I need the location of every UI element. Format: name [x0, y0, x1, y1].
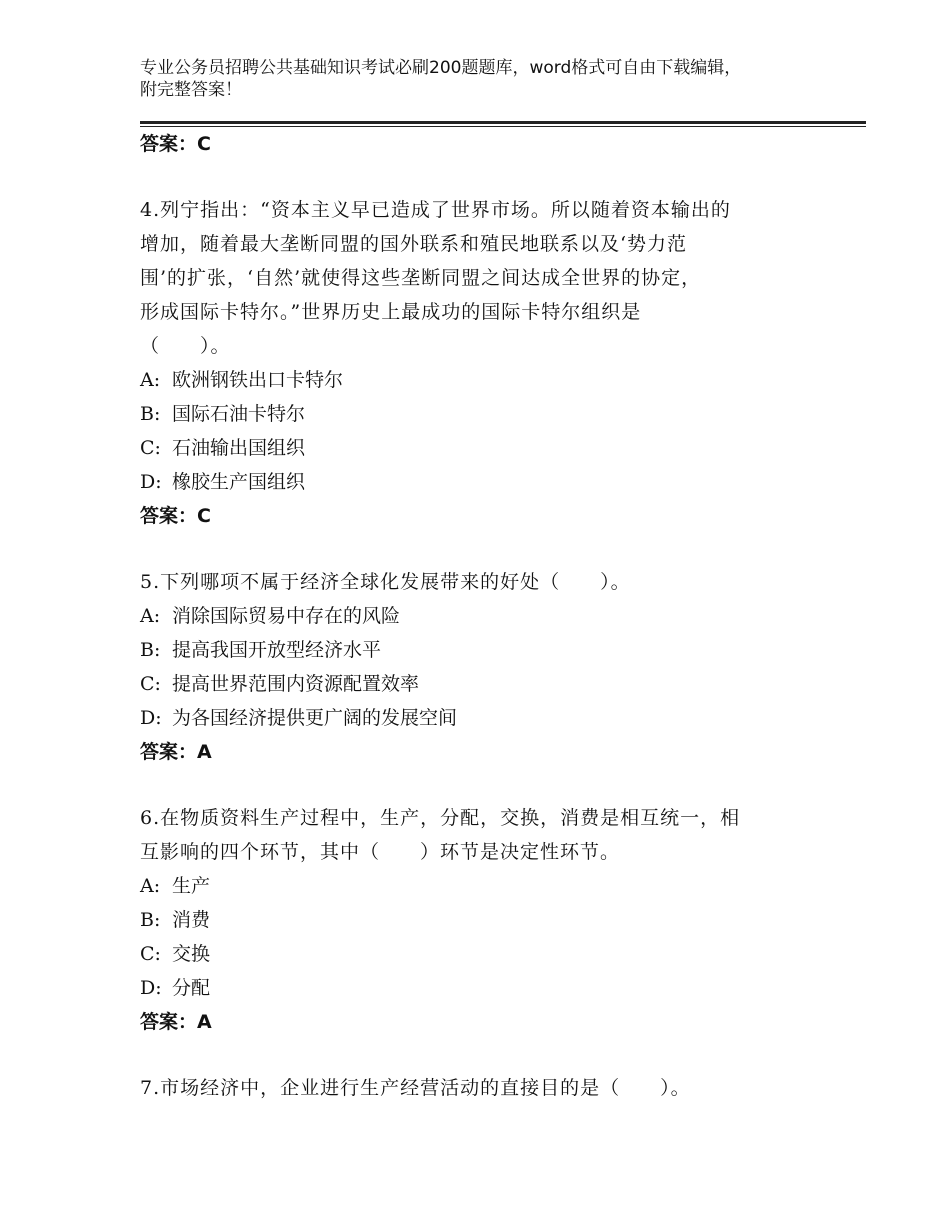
stem-line: 形成国际卡特尔。”世界历史上最成功的国际卡特尔组织是: [140, 301, 642, 323]
option-letter: A:: [140, 875, 161, 897]
option-text: 消除国际贸易中存在的风险: [172, 605, 401, 627]
stem-line: （ ）。: [140, 335, 231, 357]
option-b: [140, 903, 840, 937]
option-a: [140, 869, 840, 903]
option-text: 提高世界范围内资源配置效率: [172, 673, 420, 695]
answer: 答案：C: [140, 505, 211, 527]
option-text: 石油输出国组织: [172, 437, 306, 459]
stem-line: 增加，随着最大垄断同盟的国外联系和殖民地联系以及‘势力范: [140, 233, 688, 255]
question-6: [140, 801, 840, 1039]
option-letter: B:: [140, 403, 161, 425]
option-letter: A:: [140, 369, 161, 391]
option-b: [140, 633, 840, 667]
option-text: 分配: [172, 977, 211, 999]
option-c: [140, 431, 840, 465]
option-c: [140, 667, 840, 701]
option-text: 为各国经济提供更广阔的发展空间: [172, 707, 458, 729]
option-letter: D:: [140, 707, 162, 729]
option-text: 生产: [172, 875, 211, 897]
header-line-2: 附完整答案！: [140, 80, 242, 100]
option-text: 国际石油卡特尔: [172, 403, 306, 425]
option-letter: B:: [140, 909, 161, 931]
spacer: [140, 533, 840, 565]
option-text: 交换: [172, 943, 211, 965]
stem-line: 7.市场经济中，企业进行生产经营活动的直接目的是（ ）。: [140, 1077, 691, 1099]
header-divider-thick: [140, 121, 866, 124]
option-d: [140, 701, 840, 735]
option-text: 提高我国开放型经济水平: [172, 639, 382, 661]
page-header: [140, 57, 800, 101]
stem-line: 5.下列哪项不属于经济全球化发展带来的好处（ ）。: [140, 571, 631, 593]
option-a: [140, 363, 840, 397]
answer: 答案：A: [140, 741, 212, 763]
stem-line: 6.在物质资料生产过程中，生产，分配，交换，消费是相互统一，相: [140, 807, 741, 829]
stem-line: 互影响的四个环节，其中（ ）环节是决定性环节。: [140, 841, 621, 863]
option-letter: B:: [140, 639, 161, 661]
question-5: [140, 565, 840, 769]
question-stem: [140, 565, 840, 599]
stem-line: 围’的扩张，‘自然’就使得这些垄断同盟之间达成全世界的协定，: [140, 267, 702, 289]
option-letter: C:: [140, 943, 161, 965]
option-text: 欧洲钢铁出口卡特尔: [172, 369, 344, 391]
option-letter: C:: [140, 437, 161, 459]
header-line-1: 专业公务员招聘公共基础知识考试必刷200题题库，word格式可自由下载编辑，: [140, 58, 742, 78]
question-stem: [140, 1071, 840, 1105]
previous-answer: 答案：C: [140, 133, 211, 155]
question-stem: [140, 193, 840, 363]
spacer: [140, 161, 840, 193]
question-list: [140, 127, 840, 1105]
option-a: [140, 599, 840, 633]
option-letter: D:: [140, 977, 162, 999]
option-d: [140, 971, 840, 1005]
spacer: [140, 769, 840, 801]
option-letter: C:: [140, 673, 161, 695]
answer: 答案：A: [140, 1011, 212, 1033]
question-7: [140, 1071, 840, 1105]
question-stem: [140, 801, 840, 869]
option-text: 消费: [172, 909, 211, 931]
option-letter: D:: [140, 471, 162, 493]
question-4: [140, 193, 840, 533]
option-d: [140, 465, 840, 499]
spacer: [140, 1039, 840, 1071]
option-c: [140, 937, 840, 971]
option-b: [140, 397, 840, 431]
option-text: 橡胶生产国组织: [172, 471, 306, 493]
option-letter: A:: [140, 605, 161, 627]
stem-line: 4.列宁指出：“资本主义早已造成了世界市场。所以随着资本输出的: [140, 199, 731, 221]
